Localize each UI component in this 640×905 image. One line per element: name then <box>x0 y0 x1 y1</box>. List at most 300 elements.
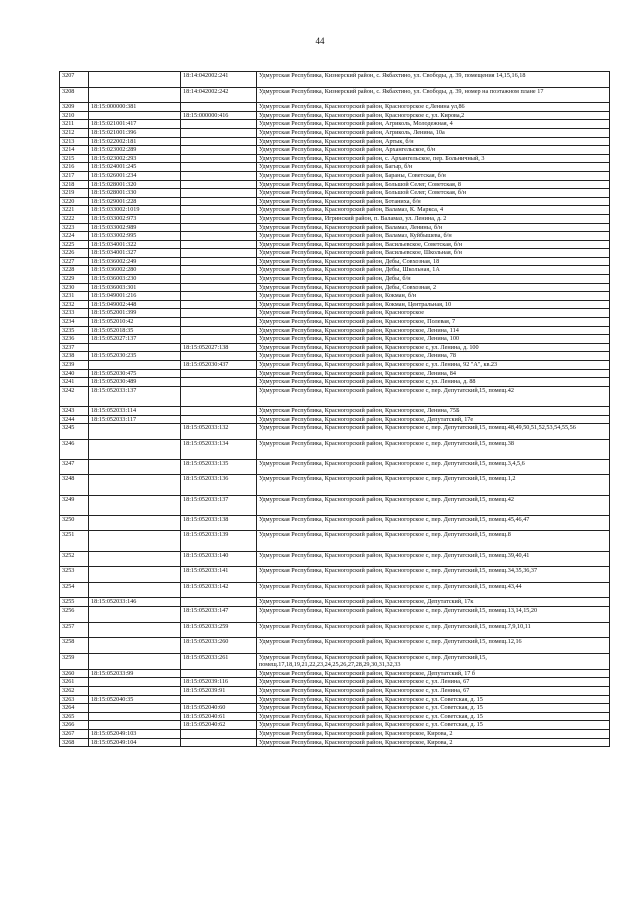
address-cell: Удмуртская Республика, Красногорский район, Красногорское с, пер. Депутатский,15, помещ.12,16 <box>257 638 610 654</box>
object-number-cell: 18:15:052033:259 <box>181 622 257 638</box>
table-row <box>60 378 610 387</box>
cadastral-number-cell <box>89 424 181 440</box>
row-number-cell: 3268 <box>60 738 89 747</box>
cadastral-number-cell: 18:15:036003:301 <box>89 283 181 292</box>
object-number-cell: 18:15:052033:136 <box>181 475 257 495</box>
object-number-cell: 18:15:052033:261 <box>181 653 257 669</box>
table-row <box>60 266 610 275</box>
row-number-cell: 3225 <box>60 240 89 249</box>
table-row <box>60 335 610 344</box>
object-number-cell: 18:15:052033:142 <box>181 582 257 598</box>
table-row <box>60 103 610 112</box>
object-number-cell: 18:15:052033:138 <box>181 515 257 531</box>
cadastral-number-cell <box>89 582 181 598</box>
object-number-cell <box>181 137 257 146</box>
cadastral-number-cell <box>89 638 181 654</box>
table-row <box>60 531 610 551</box>
object-number-cell: 18:15:052033:135 <box>181 459 257 475</box>
cadastral-number-cell <box>89 606 181 622</box>
cadastral-number-cell: 18:15:052033:99 <box>89 669 181 678</box>
table-row <box>60 638 610 654</box>
cadastral-number-cell <box>89 712 181 721</box>
table-row <box>60 475 610 495</box>
table-row <box>60 309 610 318</box>
row-number-cell: 3221 <box>60 206 89 215</box>
row-number-cell: 3226 <box>60 249 89 258</box>
address-cell: Удмуртская Республика, Красногорский район, с. Архангельское, пер. Больничный, 3 <box>257 154 610 163</box>
table-row <box>60 72 610 88</box>
address-cell: Удмуртская Республика, Красногорский район, Красногорское, Ленина, 84 <box>257 369 610 378</box>
object-number-cell: 18:15:000000:416 <box>181 111 257 120</box>
row-number-cell: 3216 <box>60 163 89 172</box>
cadastral-number-cell: 18:15:052010:42 <box>89 318 181 327</box>
cadastral-number-cell <box>89 459 181 475</box>
object-number-cell <box>181 292 257 301</box>
object-number-cell <box>181 326 257 335</box>
cadastral-number-cell: 18:15:033002:995 <box>89 232 181 241</box>
cadastral-number-cell: 18:15:028001:320 <box>89 180 181 189</box>
table-row <box>60 292 610 301</box>
cadastral-number-cell <box>89 475 181 495</box>
object-number-cell <box>181 406 257 415</box>
object-number-cell <box>181 232 257 241</box>
address-cell: Удмуртская Республика, Красногорский район, Красногорское с, пер. Депутатский,15, помещ.42 <box>257 495 610 515</box>
row-number-cell: 3261 <box>60 678 89 687</box>
table-row <box>60 249 610 258</box>
object-number-cell <box>181 171 257 180</box>
address-cell: Удмуртская Республика, Красногорский район, Красногорское с, ул. Ленина, 67 <box>257 687 610 696</box>
object-number-cell <box>181 128 257 137</box>
address-cell: Удмуртская Республика, Красногорский район, Красногорское, Ленина, 78 <box>257 352 610 361</box>
address-cell: Удмуртская Республика, Красногорский район, Красногорское, Ленина, 114 <box>257 326 610 335</box>
row-number-cell: 3260 <box>60 669 89 678</box>
cadastral-number-cell: 18:15:052033:117 <box>89 415 181 424</box>
object-number-cell <box>181 738 257 747</box>
cadastral-number-cell <box>89 567 181 583</box>
object-number-cell <box>181 386 257 406</box>
object-number-cell <box>181 318 257 327</box>
object-number-cell: 18:15:052033:137 <box>181 495 257 515</box>
table-row <box>60 622 610 638</box>
object-number-cell: 18:15:052030:437 <box>181 361 257 370</box>
address-cell: Удмуртская Республика, Красногорский район, Красногорское с, пер. Депутатский,15, помещ.7,9,10,11 <box>257 622 610 638</box>
row-number-cell: 3263 <box>60 695 89 704</box>
row-number-cell: 3243 <box>60 406 89 415</box>
row-number-cell: 3210 <box>60 111 89 120</box>
cadastral-number-cell <box>89 495 181 515</box>
object-number-cell <box>181 240 257 249</box>
address-cell: Удмуртская Республика, Красногорский район, Красногорское, Депутатский, 17к <box>257 598 610 607</box>
cadastral-number-cell: 18:15:034001:322 <box>89 240 181 249</box>
object-number-cell <box>181 275 257 284</box>
object-number-cell <box>181 146 257 155</box>
cadastral-number-cell: 18:15:049002:448 <box>89 300 181 309</box>
object-number-cell <box>181 598 257 607</box>
table-row <box>60 361 610 370</box>
row-number-cell: 3213 <box>60 137 89 146</box>
table-row <box>60 214 610 223</box>
address-cell: Удмуртская Республика, Красногорский район, Валамаз, К. Маркса, 4 <box>257 206 610 215</box>
table-row <box>60 197 610 206</box>
table-row <box>60 171 610 180</box>
object-number-cell <box>181 730 257 739</box>
row-number-cell: 3247 <box>60 459 89 475</box>
row-number-cell: 3255 <box>60 598 89 607</box>
object-number-cell <box>181 300 257 309</box>
row-number-cell: 3242 <box>60 386 89 406</box>
cadastral-number-cell: 18:15:033002:973 <box>89 214 181 223</box>
table-row <box>60 318 610 327</box>
address-cell: Удмуртская Республика, Красногорский район, Красногорское с, ул. Ленина, д. 100 <box>257 343 610 352</box>
row-number-cell: 3256 <box>60 606 89 622</box>
cadastral-number-cell: 18:15:033002:989 <box>89 223 181 232</box>
table-row <box>60 582 610 598</box>
row-number-cell: 3234 <box>60 318 89 327</box>
table-row <box>60 386 610 406</box>
cadastral-number-cell <box>89 87 181 103</box>
table-row <box>60 567 610 583</box>
object-number-cell <box>181 180 257 189</box>
cadastral-number-cell: 18:15:036003:230 <box>89 275 181 284</box>
address-cell: Удмуртская Республика, Красногорский район, Дебы, Совхозная, 18 <box>257 257 610 266</box>
table-row <box>60 687 610 696</box>
address-cell: Удмуртская Республика, Красногорский район, Кокман, б/н <box>257 292 610 301</box>
row-number-cell: 3259 <box>60 653 89 669</box>
object-number-cell <box>181 249 257 258</box>
cadastral-number-cell: 18:15:028001:330 <box>89 189 181 198</box>
table-row <box>60 515 610 531</box>
object-number-cell: 18:15:052040:62 <box>181 721 257 730</box>
object-number-cell <box>181 378 257 387</box>
cadastral-number-cell: 18:15:052033:137 <box>89 386 181 406</box>
row-number-cell: 3244 <box>60 415 89 424</box>
address-cell: Удмуртская Республика, Красногорский район, Васильевское, Школьная, б/н <box>257 249 610 258</box>
address-cell: Удмуртская Республика, Красногорский район, Красногорское с, ул. Ленина, д. 88 <box>257 378 610 387</box>
registry-table-body <box>60 72 610 747</box>
cadastral-number-cell: 18:15:021001:417 <box>89 120 181 129</box>
object-number-cell <box>181 163 257 172</box>
address-cell: Удмуртская Республика, Красногорский район, Агриколь, Ленина, 10а <box>257 128 610 137</box>
table-row <box>60 232 610 241</box>
object-number-cell: 18:15:052039:116 <box>181 678 257 687</box>
address-cell: Удмуртская Республика, Красногорский район, Ботаниха, б/н <box>257 197 610 206</box>
cadastral-number-cell: 18:15:052033:114 <box>89 406 181 415</box>
object-number-cell <box>181 120 257 129</box>
address-cell: Удмуртская Республика, Красногорский район, Валамаз, Ленины, б/н <box>257 223 610 232</box>
object-number-cell <box>181 352 257 361</box>
table-row <box>60 189 610 198</box>
address-cell: Удмуртская Республика, Красногорский район, Красногорское с, пер. Депутатский,15, помещ.38 <box>257 439 610 459</box>
cadastral-number-cell: 18:15:033002:1019 <box>89 206 181 215</box>
address-cell: Удмуртская Республика, Красногорский район, Архангельское, б/н <box>257 146 610 155</box>
row-number-cell: 3250 <box>60 515 89 531</box>
address-cell: Удмуртская Республика, Кизнерский район, с. Якбахтино, ул. Свободы, д. 39, номер на поэтажном плане 17 <box>257 87 610 103</box>
address-cell: Удмуртская Республика, Красногорский район, Дебы, Школьная, 1А <box>257 266 610 275</box>
row-number-cell: 3238 <box>60 352 89 361</box>
cadastral-number-cell: 18:15:052030:489 <box>89 378 181 387</box>
row-number-cell: 3239 <box>60 361 89 370</box>
object-number-cell <box>181 197 257 206</box>
table-row <box>60 275 610 284</box>
address-cell: Удмуртская Республика, Красногорский район, Дебы, б/н <box>257 275 610 284</box>
address-cell: Удмуртская Республика, Красногорский район, Красногорское с, ул. Советская, д. 15 <box>257 704 610 713</box>
table-row <box>60 424 610 440</box>
object-number-cell: 18:15:052033:139 <box>181 531 257 551</box>
table-row <box>60 704 610 713</box>
object-number-cell: 18:15:052033:260 <box>181 638 257 654</box>
row-number-cell: 3258 <box>60 638 89 654</box>
row-number-cell: 3257 <box>60 622 89 638</box>
cadastral-number-cell <box>89 622 181 638</box>
row-number-cell: 3223 <box>60 223 89 232</box>
address-cell: Удмуртская Республика, Красногорский район, Красногорское, Депутатский, 17 б <box>257 669 610 678</box>
table-row <box>60 439 610 459</box>
address-cell: Удмуртская Республика, Красногорский район, Большой Селег, Советская, б/н <box>257 189 610 198</box>
table-row <box>60 551 610 567</box>
address-cell: Удмуртская Республика, Красногорский район, Красногорское с, пер. Депутатский,15, помещ.39,40,41 <box>257 551 610 567</box>
cadastral-number-cell <box>89 687 181 696</box>
row-number-cell: 3249 <box>60 495 89 515</box>
cadastral-number-cell: 18:15:049001:216 <box>89 292 181 301</box>
address-cell: Удмуртская Республика, Красногорский район, Красногорское с, ул. Ленина, 67 <box>257 678 610 687</box>
cadastral-number-cell <box>89 515 181 531</box>
cadastral-number-cell <box>89 551 181 567</box>
table-row <box>60 606 610 622</box>
table-row <box>60 128 610 137</box>
object-number-cell: 18:15:052033:134 <box>181 439 257 459</box>
cadastral-number-cell: 18:15:052049:104 <box>89 738 181 747</box>
address-cell: Удмуртская Республика, Красногорский район, Валамаз, Куйбышева, б/н <box>257 232 610 241</box>
registry-table <box>59 71 610 747</box>
row-number-cell: 3218 <box>60 180 89 189</box>
row-number-cell: 3266 <box>60 721 89 730</box>
address-cell: Удмуртская Республика, Красногорский район, Багыр, б/н <box>257 163 610 172</box>
address-cell: Удмуртская Республика, Красногорский район, Дебы, Совхозная, 2 <box>257 283 610 292</box>
table-row <box>60 163 610 172</box>
cadastral-number-cell: 18:15:052049:103 <box>89 730 181 739</box>
row-number-cell: 3253 <box>60 567 89 583</box>
cadastral-number-cell: 18:15:052040:35 <box>89 695 181 704</box>
row-number-cell: 3224 <box>60 232 89 241</box>
table-row <box>60 738 610 747</box>
table-row <box>60 730 610 739</box>
table-row <box>60 369 610 378</box>
table-row <box>60 598 610 607</box>
object-number-cell <box>181 154 257 163</box>
row-number-cell: 3208 <box>60 87 89 103</box>
object-number-cell <box>181 283 257 292</box>
table-row <box>60 415 610 424</box>
table-row <box>60 406 610 415</box>
row-number-cell: 3229 <box>60 275 89 284</box>
address-cell: Удмуртская Республика, Красногорский район, Красногорское с, пер. Депутатский,15, помещ.42 <box>257 386 610 406</box>
address-cell: Удмуртская Республика, Красногорский район, Красногорское, Депутатский, 17е <box>257 415 610 424</box>
table-row <box>60 111 610 120</box>
cadastral-number-cell: 18:15:026001:234 <box>89 171 181 180</box>
cadastral-number-cell: 18:15:052001:399 <box>89 309 181 318</box>
row-number-cell: 3232 <box>60 300 89 309</box>
row-number-cell: 3217 <box>60 171 89 180</box>
cadastral-number-cell <box>89 704 181 713</box>
cadastral-number-cell <box>89 721 181 730</box>
table-row <box>60 669 610 678</box>
address-cell: Удмуртская Республика, Кизнерский район, с. Якбахтино, ул. Свободы, д. 39, помещения 14,15,16,18 <box>257 72 610 88</box>
row-number-cell: 3230 <box>60 283 89 292</box>
row-number-cell: 3207 <box>60 72 89 88</box>
table-row <box>60 343 610 352</box>
object-number-cell <box>181 189 257 198</box>
row-number-cell: 3265 <box>60 712 89 721</box>
address-cell: Удмуртская Республика, Красногорский район, Красногорское с,Ленина ул,86 <box>257 103 610 112</box>
object-number-cell <box>181 103 257 112</box>
address-cell: Удмуртская Республика, Красногорский район, Красногорское, Ленина, 100 <box>257 335 610 344</box>
table-row <box>60 146 610 155</box>
object-number-cell <box>181 214 257 223</box>
table-row <box>60 495 610 515</box>
address-cell: Удмуртская Республика, Красногорский район, Красногорское с, пер. Депутатский,15, помещ.8 <box>257 531 610 551</box>
address-cell: Удмуртская Республика, Красногорский район, Красногорское с, пер. Депутатский,15, помещ.17,18,19,21,22,23,24,25,26,27,28,29,30,31,32,33 <box>257 653 610 669</box>
address-cell: Удмуртская Республика, Красногорский район, Большой Селег, Советская, 8 <box>257 180 610 189</box>
table-row <box>60 87 610 103</box>
cadastral-number-cell <box>89 531 181 551</box>
cadastral-number-cell: 18:15:024001:245 <box>89 163 181 172</box>
object-number-cell: 18:15:052039:91 <box>181 687 257 696</box>
address-cell: Удмуртская Республика, Красногорский район, Красногорское с, пер. Депутатский,15, помещ.43,44 <box>257 582 610 598</box>
table-row <box>60 721 610 730</box>
address-cell: Удмуртская Республика, Красногорский район, Красногорское с, пер. Депутатский,15, помещ.3,4,5,6 <box>257 459 610 475</box>
row-number-cell: 3262 <box>60 687 89 696</box>
table-row <box>60 283 610 292</box>
object-number-cell <box>181 266 257 275</box>
address-cell: Удмуртская Республика, Красногорский район, Артык, б/н <box>257 137 610 146</box>
table-row <box>60 206 610 215</box>
address-cell: Удмуртская Республика, Красногорский район, Красногорское с, пер. Депутатский,15, помещ.48,49,50,51,52,53,54,55,56 <box>257 424 610 440</box>
address-cell: Удмуртская Республика, Красногорский район, Красногорское, Кирова, 2 <box>257 738 610 747</box>
row-number-cell: 3241 <box>60 378 89 387</box>
table-row <box>60 459 610 475</box>
row-number-cell: 3233 <box>60 309 89 318</box>
address-cell: Удмуртская Республика, Красногорский район, Красногорское с, пер. Депутатский,15, помещ.13,14,15,20 <box>257 606 610 622</box>
cadastral-number-cell: 18:15:021001:396 <box>89 128 181 137</box>
row-number-cell: 3215 <box>60 154 89 163</box>
address-cell: Удмуртская Республика, Красногорский район, Красногорское с, пер. Депутатский,15, помещ.34,35,36,37 <box>257 567 610 583</box>
table-row <box>60 257 610 266</box>
row-number-cell: 3264 <box>60 704 89 713</box>
address-cell: Удмуртская Республика, Красногорский район, Красногорское с, пер. Депутатский,15, помещ.1,2 <box>257 475 610 495</box>
cadastral-number-cell: 18:15:052033:146 <box>89 598 181 607</box>
row-number-cell: 3222 <box>60 214 89 223</box>
object-number-cell <box>181 369 257 378</box>
cadastral-number-cell: 18:15:036002:280 <box>89 266 181 275</box>
address-cell: Удмуртская Республика, Красногорский район, Красногорское с, ул. Ленина, 92 "А", кв.23 <box>257 361 610 370</box>
address-cell: Удмуртская Республика, Красногорский район, Красногорское <box>257 309 610 318</box>
table-row <box>60 223 610 232</box>
cadastral-number-cell: 18:15:052030:475 <box>89 369 181 378</box>
row-number-cell: 3236 <box>60 335 89 344</box>
object-number-cell <box>181 335 257 344</box>
object-number-cell <box>181 206 257 215</box>
address-cell: Удмуртская Республика, Красногорский район, Кокман, Центральная, 10 <box>257 300 610 309</box>
row-number-cell: 3235 <box>60 326 89 335</box>
cadastral-number-cell <box>89 343 181 352</box>
table-row <box>60 137 610 146</box>
row-number-cell: 3252 <box>60 551 89 567</box>
table-row <box>60 712 610 721</box>
cadastral-number-cell: 18:15:023002:289 <box>89 146 181 155</box>
row-number-cell: 3211 <box>60 120 89 129</box>
table-row <box>60 653 610 669</box>
object-number-cell <box>181 669 257 678</box>
cadastral-number-cell <box>89 678 181 687</box>
cadastral-number-cell: 18:15:034001:327 <box>89 249 181 258</box>
row-number-cell: 3254 <box>60 582 89 598</box>
address-cell: Удмуртская Республика, Красногорский район, Агриколь, Молодежная, 4 <box>257 120 610 129</box>
page-number: 44 <box>315 36 325 46</box>
address-cell: Удмуртская Республика, Красногорский район, Красногорское, Кирова, 2 <box>257 730 610 739</box>
object-number-cell <box>181 695 257 704</box>
cadastral-number-cell <box>89 361 181 370</box>
cadastral-number-cell: 18:15:022002:181 <box>89 137 181 146</box>
table-row <box>60 326 610 335</box>
table-row <box>60 678 610 687</box>
object-number-cell: 18:15:052033:141 <box>181 567 257 583</box>
address-cell: Удмуртская Республика, Красногорский район, Красногорское с, ул. Советская, д. 15 <box>257 721 610 730</box>
object-number-cell: 18:14:042002:241 <box>181 72 257 88</box>
row-number-cell: 3246 <box>60 439 89 459</box>
object-number-cell <box>181 309 257 318</box>
object-number-cell: 18:15:052033:140 <box>181 551 257 567</box>
address-cell: Удмуртская Республика, Красногорский район, Красногорское, Полевая, 7 <box>257 318 610 327</box>
row-number-cell: 3267 <box>60 730 89 739</box>
address-cell: Удмуртская Республика, Красногорский район, Красногорское с, ул. Советская, д. 15 <box>257 695 610 704</box>
row-number-cell: 3228 <box>60 266 89 275</box>
row-number-cell: 3248 <box>60 475 89 495</box>
object-number-cell <box>181 223 257 232</box>
row-number-cell: 3220 <box>60 197 89 206</box>
table-row <box>60 120 610 129</box>
table-row <box>60 240 610 249</box>
row-number-cell: 3251 <box>60 531 89 551</box>
table-row <box>60 154 610 163</box>
row-number-cell: 3212 <box>60 128 89 137</box>
row-number-cell: 3219 <box>60 189 89 198</box>
cadastral-number-cell <box>89 439 181 459</box>
address-cell: Удмуртская Республика, Красногорский район, Красногорское с, ул. Кирова,2 <box>257 111 610 120</box>
cadastral-number-cell: 18:15:029001:228 <box>89 197 181 206</box>
address-cell: Удмуртская Республика, Красногорский район, Красногорское, Ленина, 75Б <box>257 406 610 415</box>
cadastral-number-cell: 18:15:052027:137 <box>89 335 181 344</box>
cadastral-number-cell: 18:15:023002:293 <box>89 154 181 163</box>
cadastral-number-cell: 18:15:036002:249 <box>89 257 181 266</box>
address-cell: Удмуртская Республика, Красногорский район, Васильевское, Советская, б/н <box>257 240 610 249</box>
cadastral-number-cell <box>89 72 181 88</box>
address-cell: Удмуртская Республика, Красногорский район, Красногорское с, ул. Советская, д. 15 <box>257 712 610 721</box>
object-number-cell: 18:15:052040:61 <box>181 712 257 721</box>
cadastral-number-cell <box>89 111 181 120</box>
object-number-cell: 18:14:042002:242 <box>181 87 257 103</box>
row-number-cell: 3240 <box>60 369 89 378</box>
object-number-cell: 18:15:052033:132 <box>181 424 257 440</box>
cadastral-number-cell <box>89 653 181 669</box>
object-number-cell <box>181 257 257 266</box>
address-cell: Удмуртская Республика, Красногорский район, Бараны, Советская, б/н <box>257 171 610 180</box>
object-number-cell: 18:15:052027:138 <box>181 343 257 352</box>
address-cell: Удмуртская Республика, Красногорский район, Красногорское с, пер. Депутатский,15, помещ.45,46,47 <box>257 515 610 531</box>
cadastral-number-cell: 18:15:052018:35 <box>89 326 181 335</box>
table-row <box>60 352 610 361</box>
address-cell: Удмуртская Республика, Игринский район, п. Валамаз, ул. Ленина, д. 2 <box>257 214 610 223</box>
cadastral-number-cell: 18:15:000000:381 <box>89 103 181 112</box>
